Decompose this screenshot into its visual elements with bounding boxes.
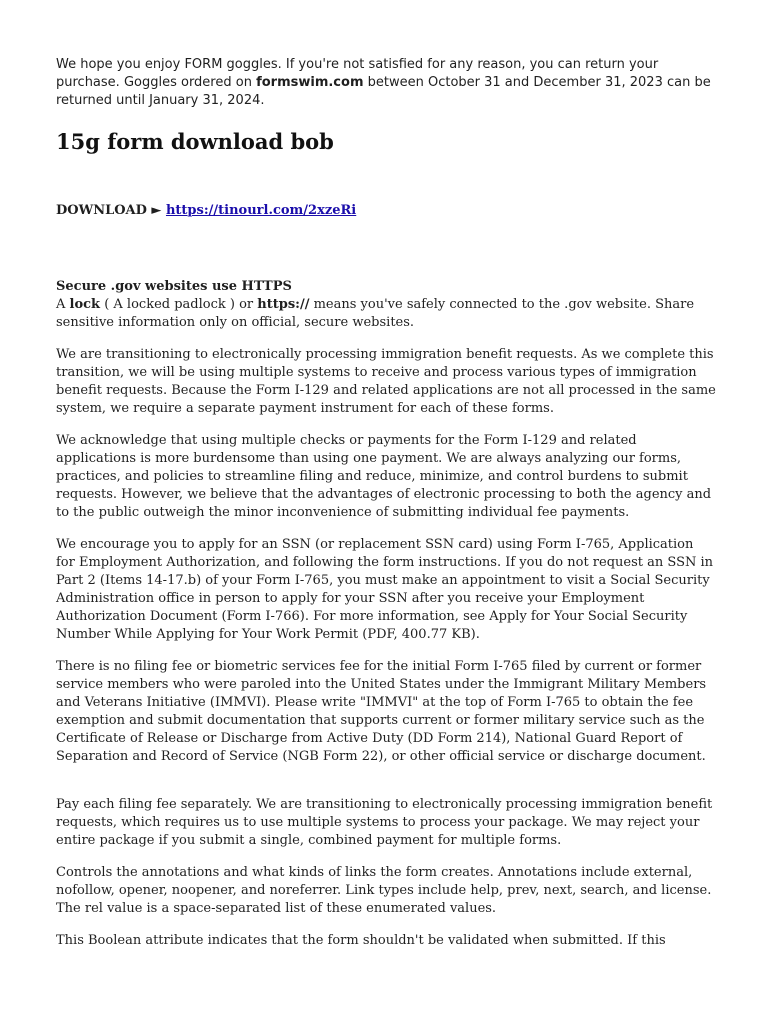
secure-heading: Secure .gov websites use HTTPS (56, 279, 292, 294)
document-body (56, 56, 716, 950)
acknowledge-paragraph: We acknowledge that using multiple checks or payments for the Form I-129 and related applications is more burdensome than using one payment. We are always analyzing our forms, practices, and policies to streamline filing and reduce, minimize, and control burdens to submit requests. However, we believe that the advantages of electronic processing to both the agency and to the public outweigh the minor inconvenience of submitting individual fee payments. (56, 433, 712, 520)
ssn-paragraph: We encourage you to apply for an SSN (or replacement SSN card) using Form I-765, Application for Employment Authorization, and following the form instructions. If you do not request an SSN in Part 2 (Items 14-17.b) of your Form I-765, you must make an appointment to visit a Social Security Administration office in person to apply for your SSN after you receive your Employment Authorization Document (Form I-766). For more information, see Apply for Your Social Security Number While Applying for Your Work Permit (PDF, 400.77 KB). (56, 537, 714, 642)
lock-word: lock (69, 297, 101, 312)
https-word: https:// (257, 297, 310, 312)
controls-paragraph: Controls the annotations and what kinds of links the form creates. Annotations include external, nofollow, opener, noopener, and noreferrer. Link types include help, prev, next, search, and license. The rel value is a space-separated list of these enumerated values. (56, 865, 712, 916)
page-title: 15g form download bob (56, 129, 334, 154)
download-line (56, 202, 716, 220)
transition-paragraph: We are transitioning to electronically processing immigration benefit requests. As we complete this transition, we will be using multiple systems to receive and process various types of immigration benefit requests. Because the Form I-129 and related applications are not all processed in the same system, we require a separate payment instrument for each of these forms. (56, 347, 716, 416)
download-label: DOWNLOAD ► (56, 203, 162, 218)
site-name: formswim.com (256, 75, 364, 90)
immvi-paragraph: There is no filing fee or biometric services fee for the initial Form I-765 filed by current or former service members who were paroled into the United States under the Immigrant Military Members and Veterans Initiative (IMMVI). Please write "IMMVI" at the top of Form I-765 to obtain the fee exemption and submit documentation that supports current or former military service such as the Certificate of Release or Discharge from Active Duty (DD Form 214), National Guard Report of Separation and Record of Service (NGB Form 22), or other official service or discharge document. (56, 659, 707, 764)
pay-paragraph: Pay each filing fee separately. We are transitioning to electronically processing immigration benefit requests, which requires us to use multiple systems to process your package. We may reject your entire package if you submit a single, combined payment for multiple forms. (56, 797, 713, 848)
boolean-paragraph: This Boolean attribute indicates that the form shouldn't be validated when submitted. If this (56, 933, 666, 948)
intro-paragraph: We hope you enjoy FORM goggles. If you're not satisfied for any reason, you can return your purchase. Goggles ordered on formswim.com between October 31 and December 31, 2023 can be returned until January 31, 2024. (56, 57, 711, 108)
download-link[interactable]: https://tinourl.com/2xzeRi (165, 203, 357, 218)
secure-paragraph: A lock ( A locked padlock ) or https:// means you've safely connected to the .gov website. Share sensitive information only on official, secure websites. (56, 297, 695, 330)
